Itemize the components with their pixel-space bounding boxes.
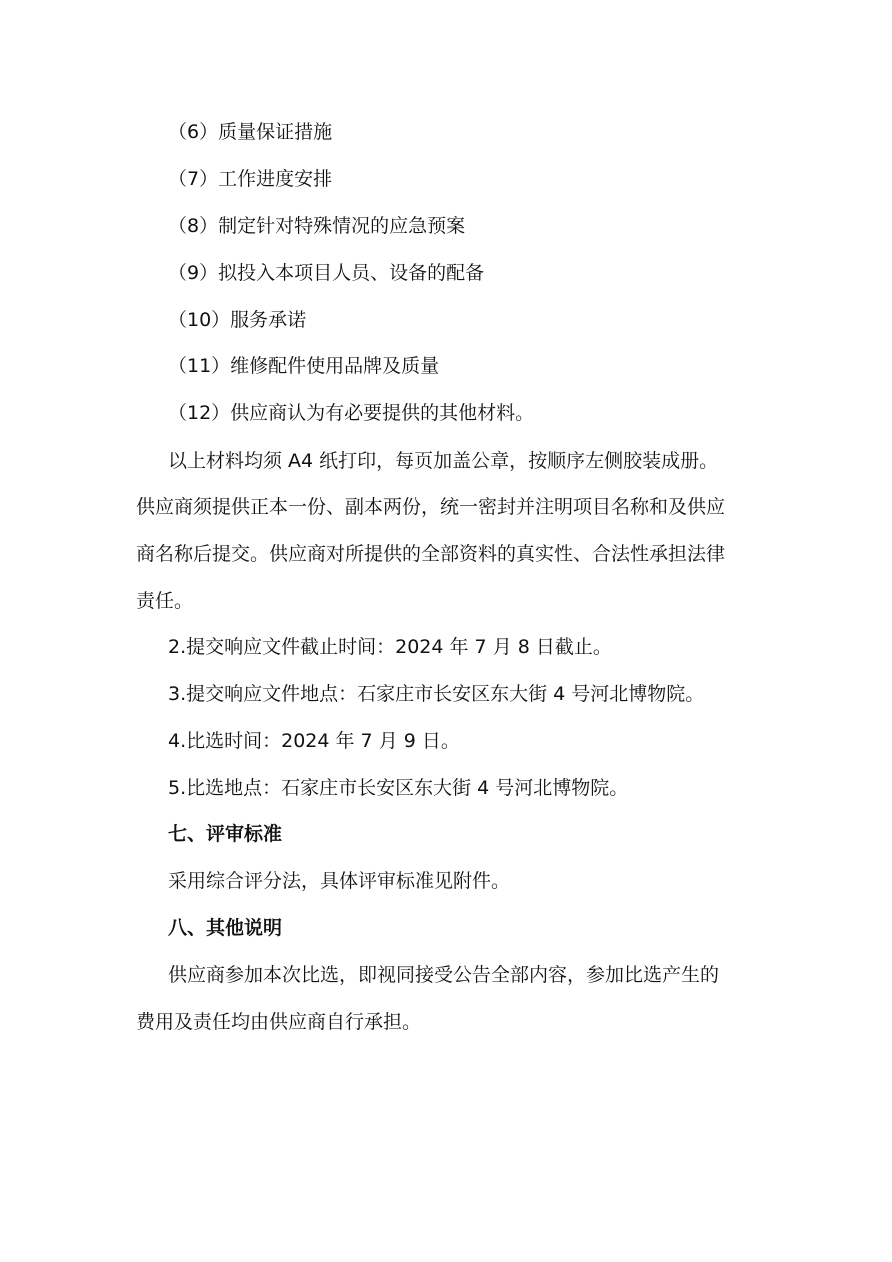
- materials-paragraph-line: 以上材料均须 A4 纸打印，每页加盖公章，按顺序左侧胶装成册。: [168, 450, 719, 472]
- list-item: （10）服务承诺: [168, 309, 307, 331]
- materials-paragraph-line: 商名称后提交。供应商对所提供的全部资料的真实性、合法性承担法律: [136, 543, 726, 565]
- materials-paragraph-line: 责任。: [136, 590, 194, 612]
- selection-time-item: 4.比选时间：2024 年 7 月 9 日。: [168, 730, 460, 752]
- list-item: （6）质量保证措施: [168, 121, 333, 143]
- section-heading-evaluation: 七、评审标准: [168, 823, 283, 845]
- evaluation-text: 采用综合评分法，具体评审标准见附件。: [168, 870, 511, 892]
- list-item: （8）制定针对特殊情况的应急预案: [168, 215, 466, 237]
- list-item: （12）供应商认为有必要提供的其他材料。: [168, 402, 535, 424]
- materials-paragraph-line: 供应商须提供正本一份、副本两份，统一密封并注明项目名称和及供应: [136, 496, 726, 518]
- other-notes-line: 供应商参加本次比选，即视同接受公告全部内容，参加比选产生的: [168, 964, 720, 986]
- submission-location-item: 3.提交响应文件地点：石家庄市长安区东大街 4 号河北博物院。: [168, 683, 705, 705]
- list-item: （9）拟投入本项目人员、设备的配备: [168, 262, 485, 284]
- other-notes-line: 费用及责任均由供应商自行承担。: [136, 1011, 422, 1033]
- section-heading-other: 八、其他说明: [168, 917, 283, 939]
- list-item: （7）工作进度安排: [168, 168, 333, 190]
- deadline-item: 2.提交响应文件截止时间：2024 年 7 月 8 日截止。: [168, 636, 612, 658]
- selection-location-item: 5.比选地点：石家庄市长安区东大街 4 号河北博物院。: [168, 777, 629, 799]
- list-item: （11）维修配件使用品牌及质量: [168, 355, 440, 377]
